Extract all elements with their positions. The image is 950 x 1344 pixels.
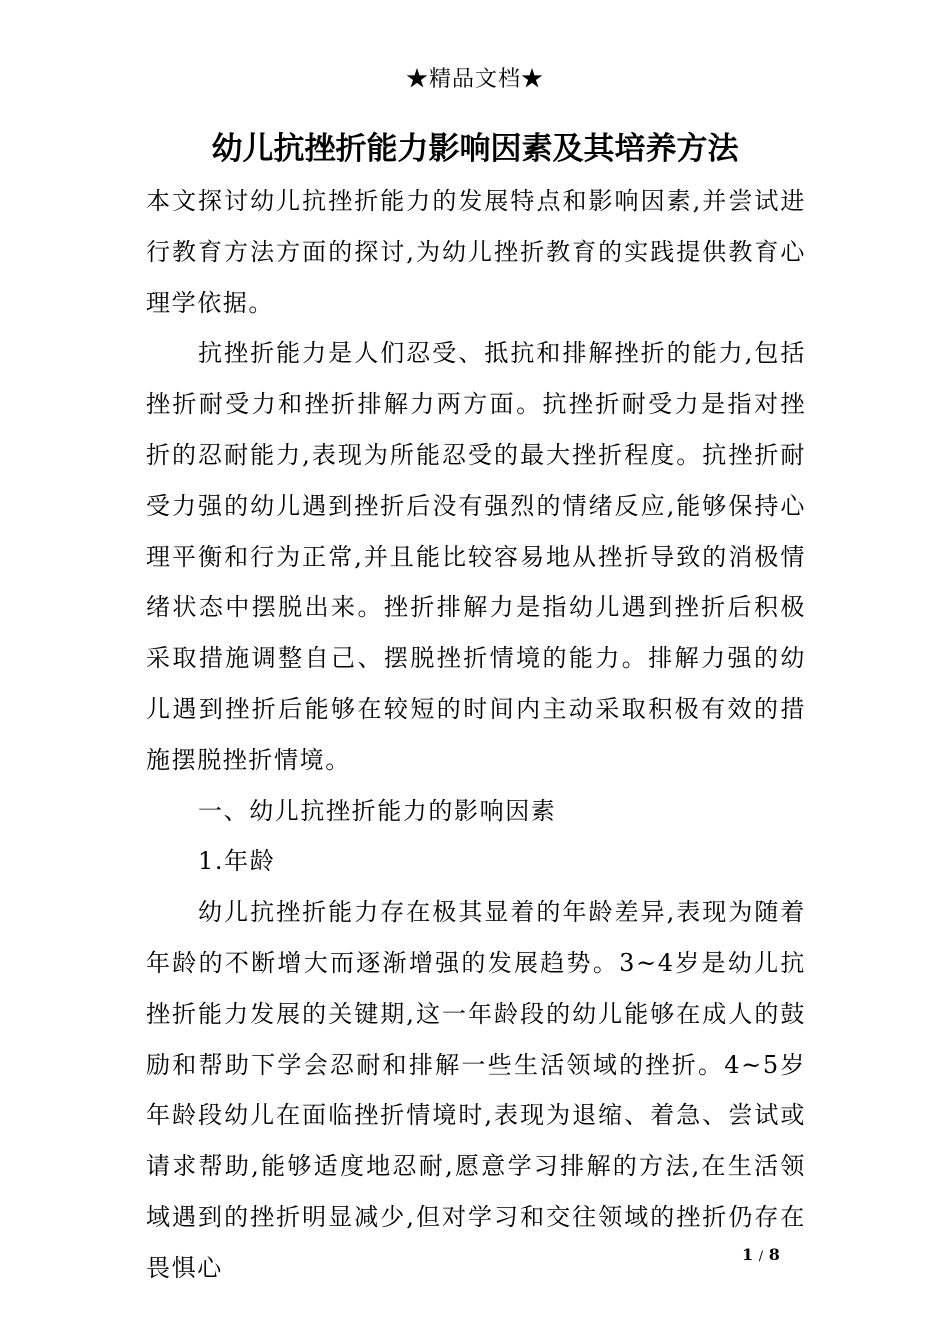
subsection-heading: 1.年龄 — [198, 847, 276, 876]
page-number-total: 8 — [768, 1245, 780, 1264]
document-title: 幼儿抗挫折能力影响因素及其培养方法 — [211, 131, 739, 167]
body-paragraph-age: 幼儿抗挫折能力存在极其显着的年龄差异,表现为随着年龄的不断增大而逐渐增强的发展趋势。3~4岁是幼儿抗挫折能力发展的关键期,这一年龄段的幼儿能够在成人的鼓励和帮助下学会忍耐和排解一些生活领域的挫折。4~5岁年龄段幼儿在面临挫折情境时,表现为退缩、着急、尝试或请求帮助,能够适度地忍耐,愿意学习排解的方法,在生活领域遇到的挫折明显减少,但对学习和交往领域的挫折仍存在畏惧心 — [146, 898, 806, 1282]
document-body — [146, 176, 806, 1294]
body-paragraph-intro: 本文探讨幼儿抗挫折能力的发展特点和影响因素,并尝试进行教育方法方面的探讨,为幼儿挫折教育的实践提供教育心理学依据。 — [146, 187, 806, 317]
page-header: ★精品文档★ — [405, 67, 544, 92]
body-paragraph-definition: 抗挫折能力是人们忍受、抵抗和排解挫折的能力,包括挫折耐受力和挫折排解力两方面。抗挫折耐受力是指对挫折的忍耐能力,表现为所能忍受的最大挫折程度。抗挫折耐受力强的幼儿遇到挫折后没有强烈的情绪反应,能够保持心理平衡和行为正常,并且能比较容易地从挫折导致的消极情绪状态中摆脱出来。挫折排解力是指幼儿遇到挫折后积极采取措施调整自己、摆脱挫折情境的能力。排解力强的幼儿遇到挫折后能够在较短的时间内主动采取积极有效的措施摆脱挫折情境。 — [146, 339, 806, 774]
section-heading: 一、幼儿抗挫折能力的影响因素 — [198, 796, 557, 825]
page-number-current: 1 — [742, 1245, 754, 1264]
page-number — [742, 1244, 780, 1268]
page-number-separator: / — [758, 1249, 764, 1264]
